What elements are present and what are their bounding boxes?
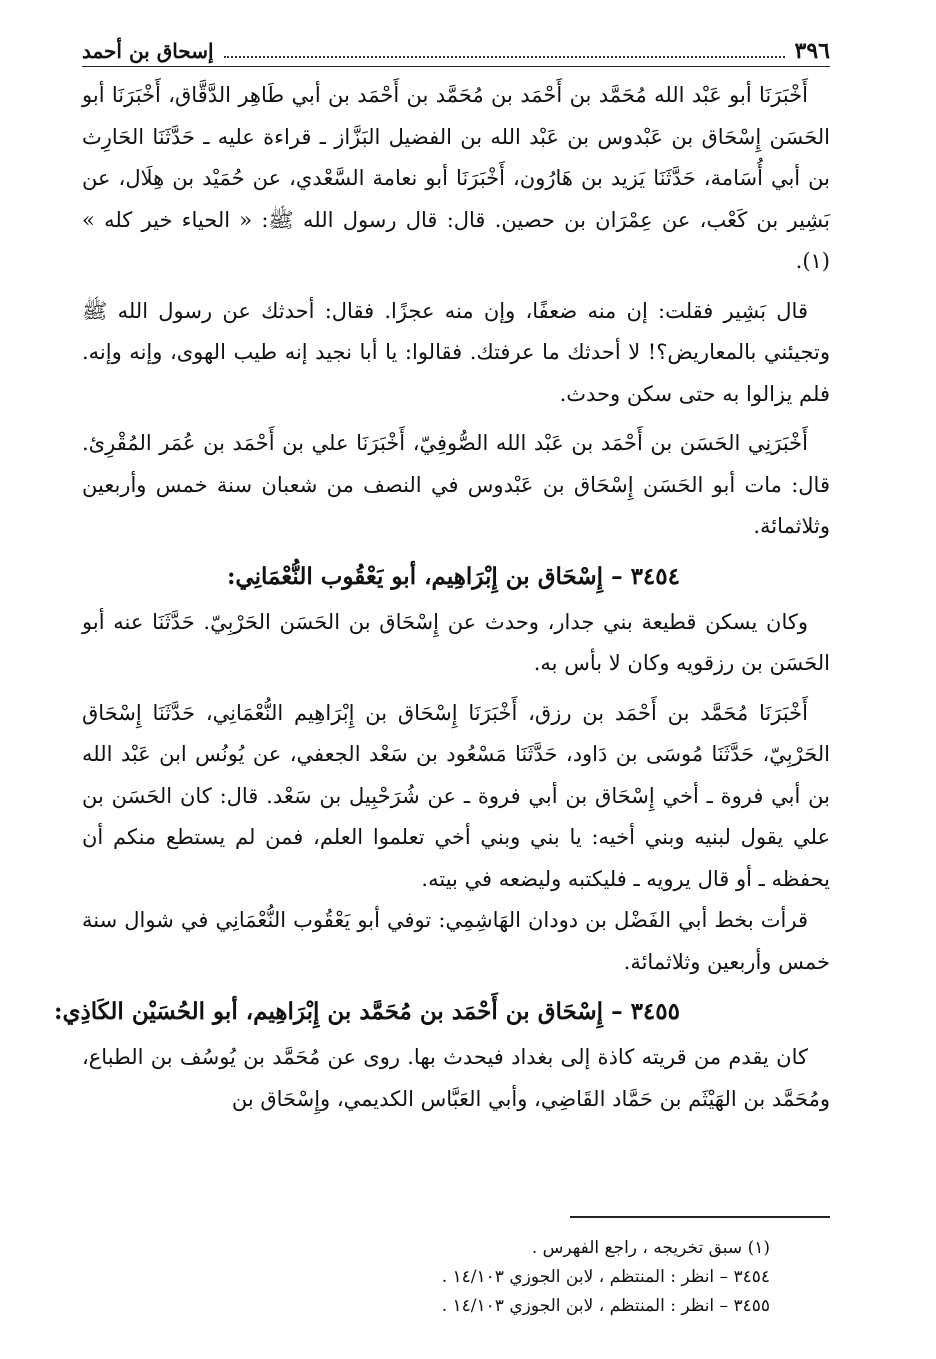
page-number: ٣٩٦	[794, 38, 830, 64]
paragraph: قال بَشِير فقلت: إن منه ضعفًا، وإن منه عجزًا. فقال: أحدثك عن رسول الله ﷺ وتجيئني بالمعاريض؟! لا أحدثك ما عرفتك. فقالوا: يا أبا نجيد إنه طيب الهوى، وإنه وإنه. فلم يزالوا به حتى سكن وحدث.	[82, 298, 830, 406]
entry-heading	[82, 554, 830, 600]
paragraph: كان يقدم من قريته كاذة إلى بغداد فيحدث بها. روى عن مُحَمَّد بن يُوسُف بن الطباع، ومُحَمَّد بن الهَيْثَم بن حَمَّاد القَاضِي، وأبي العَبَّاس الكديمي، وإِسْحَاق بن	[82, 1045, 830, 1111]
footnote-separator	[570, 1216, 830, 1218]
paragraph: أَخْبَرَنِي الحَسَن بن أَحْمَد بن عَبْد الله الصُّوفِيّ، أَخْبَرَنَا علي بن أَحْمَد بن عُمَر المُقْرِئ. قال: مات أبو الحَسَن إِسْحَاق بن عَبْدوس في النصف من شعبان سنة خمس وأربعين وثلاثمائة.	[82, 431, 830, 538]
main-text	[53, 75, 830, 1120]
footnote: ٣٤٥٥ – انظر : المنتظم ، لابن الجوزي ١٤/١٠٣ .	[441, 1296, 770, 1316]
entry-heading	[53, 989, 830, 1035]
entry-number: ٣٤٥٥ –	[611, 998, 680, 1025]
running-title: إسحاق بن أحمد	[82, 39, 214, 63]
book-page	[53, 38, 830, 1316]
running-header	[82, 38, 830, 67]
header-dot-leader	[224, 42, 785, 58]
footnotes	[82, 1234, 830, 1321]
entry-title: إِسْحَاق بن أَحْمَد بن مُحَمَّد بن إِبْرَاهِيم، أبو الحُسَيْن الكَاذِي:	[53, 998, 604, 1025]
footnote: (١) سبق تخريجه ، راجع الفهرس .	[531, 1238, 770, 1258]
entry-number: ٣٤٥٤ –	[611, 562, 680, 590]
paragraph: قرأت بخط أبي الفَضْل بن دودان الهَاشِمِي: توفي أبو يَعْقُوب النُّعْمَانِي في شوال سنة خمس وأربعين وثلاثمائة.	[82, 908, 830, 974]
paragraph: وكان يسكن قطيعة بني جدار، وحدث عن إِسْحَاق بن الحَسَن الحَرْبِيّ. حَدَّثَنَا عنه أبو الحَسَن بن رزقويه وكان لا بأس به.	[82, 609, 830, 675]
footnote: ٣٤٥٤ – انظر : المنتظم ، لابن الجوزي ١٤/١٠٣ .	[441, 1267, 770, 1287]
paragraph: أَخْبَرَنَا أبو عَبْد الله مُحَمَّد بن أَحْمَد بن مُحَمَّد بن أَحْمَد بن أبي طَاهِر الدَّقَّاق، أَخْبَرَنَا أبو الحَسَن إِسْحَاق بن عَبْدوس بن عَبْد الله بن الفضيل البَزَّاز ـ قراءة عليه ـ حَدَّثَنَا الحَارِث بن أبي أُسَامة، حَدَّثَنَا يَزيد بن هَارُون، أَخْبَرَنَا أبو نعامة السَّعْدي، عن حُمَيْد بن هِلَال، عن بَشِير بن كَعْب، عن عِمْرَان بن حصين. قال: قال رسول الله ﷺ: « الحياء خير كله » (١).	[82, 83, 830, 273]
entry-title: إِسْحَاق بن إِبْرَاهِيم، أبو يَعْقُوب النُّعْمَانِي:	[226, 562, 604, 590]
paragraph: أَخْبَرَنَا مُحَمَّد بن أَحْمَد بن رزق، أَخْبَرَنَا إِسْحَاق بن إِبْرَاهِيم النُّعْمَانِي، حَدَّثَنَا إِسْحَاق الحَرْبِيّ، حَدَّثَنَا مُوسَى بن دَاود، حَدَّثَنَا مَسْعُود بن سَعْد الجعفي، عن يُونُس ابن عَبْد الله بن أبي فروة ـ أخي إِسْحَاق بن أبي فروة ـ عن شُرَحْبِيل بن سَعْد. قال: كان الحَسَن بن علي يقول لبنيه وبني أخيه: يا بني وبني أخي تعلموا العلم، فمن لم يستطع منكم أن يحفظه ـ أو قال يرويه ـ فليكتبه وليضعه في بيته.	[82, 700, 830, 891]
